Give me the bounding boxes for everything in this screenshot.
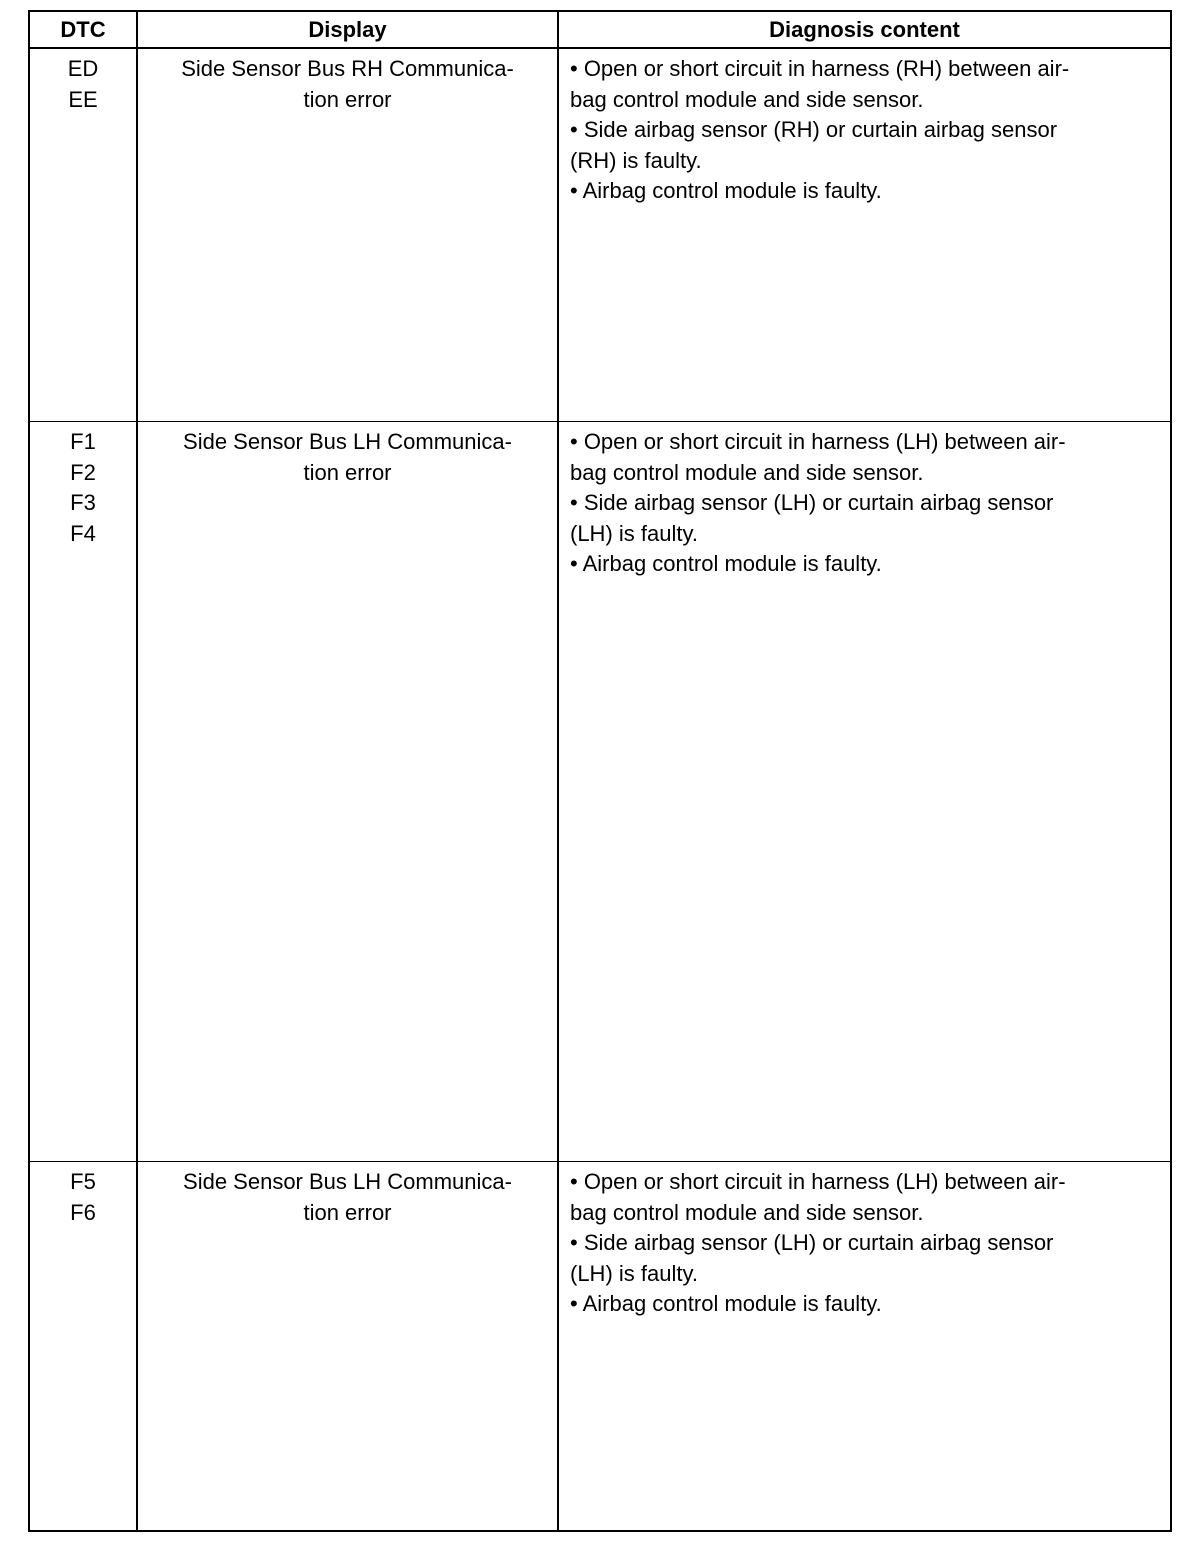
display-text-line: tion error: [303, 1199, 392, 1225]
diagnosis-line: • Open or short circuit in harness (LH) between air-: [570, 429, 1066, 454]
dtc-code: EE: [68, 86, 98, 112]
table-row: [30, 1162, 1170, 1532]
display-cell: [138, 1162, 559, 1532]
display-cell: [138, 49, 559, 421]
dtc-cell: [30, 422, 138, 1161]
header-diagnosis-content: Diagnosis content: [769, 17, 960, 42]
header-dtc: DTC: [30, 12, 138, 47]
dtc-cell: [30, 49, 138, 421]
dtc-code: F3: [70, 490, 96, 515]
diagnosis-line: bag control module and side sensor.: [570, 86, 924, 112]
table-header-row: [30, 12, 1170, 49]
diagnosis-line: • Side airbag sensor (RH) or curtain airbag sensor: [570, 117, 1058, 142]
diagnosis-line: • Open or short circuit in harness (LH) between air-: [570, 1169, 1066, 1194]
dtc-code: F4: [70, 520, 96, 546]
display-cell: [138, 422, 559, 1161]
dtc-code: ED: [67, 56, 99, 81]
dtc-table: [28, 10, 1172, 1532]
diagnosis-line: (RH) is faulty.: [570, 147, 702, 173]
diagnosis-line: • Airbag control module is faulty.: [570, 178, 882, 203]
table-row: [30, 422, 1170, 1162]
diagnosis-line: bag control module and side sensor.: [570, 459, 924, 485]
dtc-code: F1: [70, 429, 96, 454]
dtc-code: F6: [70, 1199, 96, 1225]
dtc-code: F2: [70, 459, 96, 485]
diagnosis-line: • Airbag control module is faulty.: [570, 551, 882, 576]
display-text-line: Side Sensor Bus RH Communica-: [181, 56, 514, 81]
display-text-line: tion error: [303, 86, 392, 112]
diagnosis-line: • Side airbag sensor (LH) or curtain airbag sensor: [570, 490, 1054, 515]
diagnosis-line: (LH) is faulty.: [570, 520, 698, 546]
diagnosis-line: (LH) is faulty.: [570, 1260, 698, 1286]
diagnosis-line: • Airbag control module is faulty.: [570, 1291, 882, 1316]
header-display: Display: [138, 12, 559, 47]
display-text-line: tion error: [303, 459, 392, 485]
dtc-code: F5: [70, 1169, 96, 1194]
diagnosis-cell: [559, 49, 1170, 421]
table-row: [30, 49, 1170, 422]
diagnosis-line: • Side airbag sensor (LH) or curtain airbag sensor: [570, 1230, 1054, 1255]
dtc-cell: [30, 1162, 138, 1532]
diagnosis-line: • Open or short circuit in harness (RH) between air-: [570, 56, 1070, 81]
display-text-line: Side Sensor Bus LH Communica-: [183, 429, 512, 454]
diagnosis-cell: [559, 422, 1170, 1161]
diagnosis-line: bag control module and side sensor.: [570, 1199, 924, 1225]
display-text-line: Side Sensor Bus LH Communica-: [183, 1169, 512, 1194]
diagnosis-cell: [559, 1162, 1170, 1532]
